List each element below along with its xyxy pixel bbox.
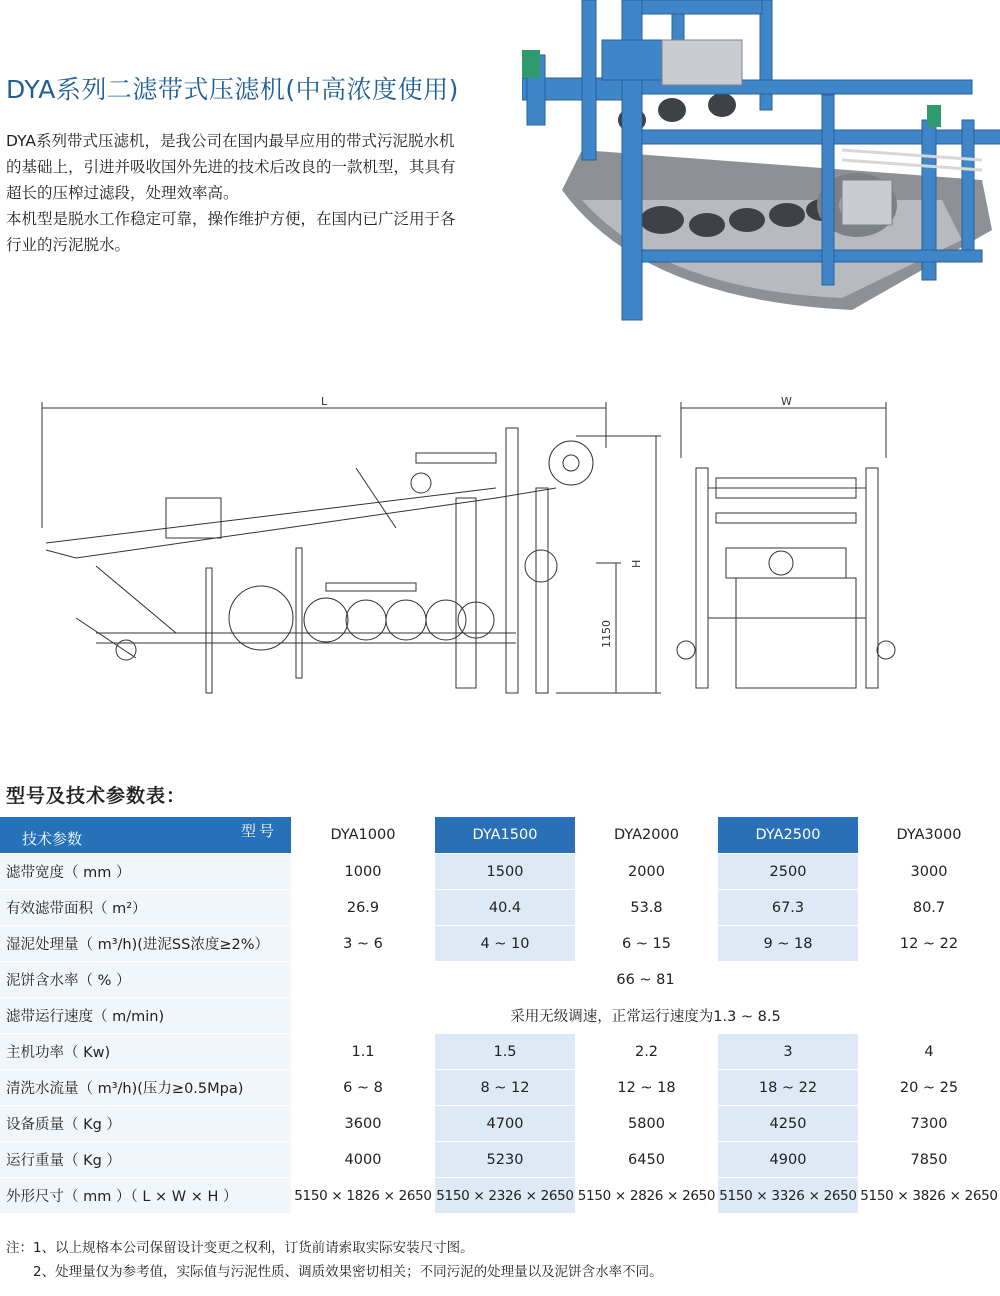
row-label: 运行重量（ Kg ） bbox=[0, 1142, 291, 1178]
dim-l-label: L bbox=[321, 395, 328, 408]
model-header: DYA1500 bbox=[435, 817, 575, 854]
table-row bbox=[0, 890, 1000, 926]
table-cell: 18 ~ 22 bbox=[718, 1070, 858, 1106]
machine-photo bbox=[522, 0, 1000, 330]
table-row bbox=[0, 926, 1000, 962]
table-cell: 5150 × 3326 × 2650 bbox=[718, 1178, 858, 1214]
table-row bbox=[0, 1034, 1000, 1070]
table-cell: 26.9 bbox=[291, 890, 435, 926]
table-cell: 40.4 bbox=[435, 890, 575, 926]
table-cell: 2500 bbox=[718, 854, 858, 890]
table-cell: 5230 bbox=[435, 1142, 575, 1178]
table-cell: 1.1 bbox=[291, 1034, 435, 1070]
row-label: 有效滤带面积（ m²） bbox=[0, 890, 291, 926]
intro-paragraph-1: DYA系列带式压滤机，是我公司在国内最早应用的带式污泥脱水机的基础上，引进并吸收国外先进的技术后改良的一款机型，其具有超长的压榨过滤段，处理效率高。 bbox=[6, 132, 456, 202]
row-label: 滤带运行速度（ m/min) bbox=[0, 998, 291, 1034]
row-label: 泥饼含水率（ % ） bbox=[0, 962, 291, 998]
table-cell: 3 ~ 6 bbox=[291, 926, 435, 962]
table-cell: 9 ~ 18 bbox=[718, 926, 858, 962]
table-cell: 4 bbox=[858, 1034, 1000, 1070]
row-label: 外形尺寸（ mm ）（ L × W × H ） bbox=[0, 1178, 291, 1214]
table-cell: 8 ~ 12 bbox=[435, 1070, 575, 1106]
table-cell: 12 ~ 22 bbox=[858, 926, 1000, 962]
table-row bbox=[0, 962, 1000, 998]
model-header: DYA3000 bbox=[858, 817, 1000, 854]
footnote-1: 注：1、以上规格本公司保留设计变更之权利，订货前请索取实际安装尺寸图。 bbox=[6, 1240, 474, 1256]
merged-cell: 66 ~ 81 bbox=[291, 962, 1000, 998]
model-header: DYA2000 bbox=[575, 817, 718, 854]
table-row bbox=[0, 1106, 1000, 1142]
dim-w-label: W bbox=[781, 395, 792, 408]
table-row bbox=[0, 1070, 1000, 1106]
table-cell: 20 ~ 25 bbox=[858, 1070, 1000, 1106]
table-cell: 2.2 bbox=[575, 1034, 718, 1070]
spec-table bbox=[0, 817, 1000, 1214]
table-cell: 4900 bbox=[718, 1142, 858, 1178]
dim-h-label: H bbox=[630, 559, 643, 568]
table-cell: 3 bbox=[718, 1034, 858, 1070]
row-label: 清洗水流量（ m³/h)(压力≥0.5Mpa) bbox=[0, 1070, 291, 1106]
table-cell: 5150 × 1826 × 2650 bbox=[291, 1178, 435, 1214]
table-cell: 5150 × 3826 × 2650 bbox=[858, 1178, 1000, 1214]
footnotes bbox=[6, 1236, 663, 1284]
table-cell: 5150 × 2326 × 2650 bbox=[435, 1178, 575, 1214]
corner-model-label: 型号 bbox=[240, 822, 277, 840]
table-cell: 7850 bbox=[858, 1142, 1000, 1178]
table-row bbox=[0, 854, 1000, 890]
intro-text bbox=[6, 128, 456, 258]
corner-param-label: 技术参数 bbox=[22, 830, 83, 848]
table-row bbox=[0, 1178, 1000, 1214]
row-label: 设备质量（ Kg ） bbox=[0, 1106, 291, 1142]
table-title: 型号及技术参数表： bbox=[6, 785, 187, 807]
intro-paragraph-2: 本机型是脱水工作稳定可靠，操作维护方便，在国内已广泛用于各行业的污泥脱水。 bbox=[6, 210, 456, 254]
table-cell: 4250 bbox=[718, 1106, 858, 1142]
table-cell: 6 ~ 8 bbox=[291, 1070, 435, 1106]
table-row bbox=[0, 1142, 1000, 1178]
table-cell: 5800 bbox=[575, 1106, 718, 1142]
table-cell: 67.3 bbox=[718, 890, 858, 926]
table-cell: 5150 × 2826 × 2650 bbox=[575, 1178, 718, 1214]
table-row bbox=[0, 998, 1000, 1034]
row-label: 主机功率（ Kw) bbox=[0, 1034, 291, 1070]
table-cell: 1.5 bbox=[435, 1034, 575, 1070]
table-cell: 12 ~ 18 bbox=[575, 1070, 718, 1106]
merged-cell: 采用无级调速，正常运行速度为1.3 ~ 8.5 bbox=[291, 998, 1000, 1034]
table-cell: 80.7 bbox=[858, 890, 1000, 926]
table-cell: 1500 bbox=[435, 854, 575, 890]
table-cell: 4000 bbox=[291, 1142, 435, 1178]
technical-drawing bbox=[36, 388, 996, 708]
table-cell: 53.8 bbox=[575, 890, 718, 926]
page-title: DYA系列二滤带式压滤机(中高浓度使用) bbox=[6, 75, 459, 104]
row-label: 滤带宽度（ mm ） bbox=[0, 854, 291, 890]
table-cell: 6 ~ 15 bbox=[575, 926, 718, 962]
model-header: DYA1000 bbox=[291, 817, 435, 854]
table-cell: 2000 bbox=[575, 854, 718, 890]
model-header: DYA2500 bbox=[718, 817, 858, 854]
table-cell: 7300 bbox=[858, 1106, 1000, 1142]
table-corner-cell bbox=[0, 817, 291, 854]
table-cell: 4 ~ 10 bbox=[435, 926, 575, 962]
table-cell: 1000 bbox=[291, 854, 435, 890]
table-header-row bbox=[0, 817, 1000, 854]
table-cell: 3600 bbox=[291, 1106, 435, 1142]
footnote-2: 2、处理量仅为参考值，实际值与污泥性质、调质效果密切相关；不同污泥的处理量以及泥饼含水率不同。 bbox=[33, 1264, 663, 1280]
table-cell: 4700 bbox=[435, 1106, 575, 1142]
table-cell: 6450 bbox=[575, 1142, 718, 1178]
dim-1150-label: 1150 bbox=[600, 620, 613, 648]
row-label: 湿泥处理量（ m³/h)(进泥SS浓度≥2%） bbox=[0, 926, 291, 962]
table-cell: 3000 bbox=[858, 854, 1000, 890]
